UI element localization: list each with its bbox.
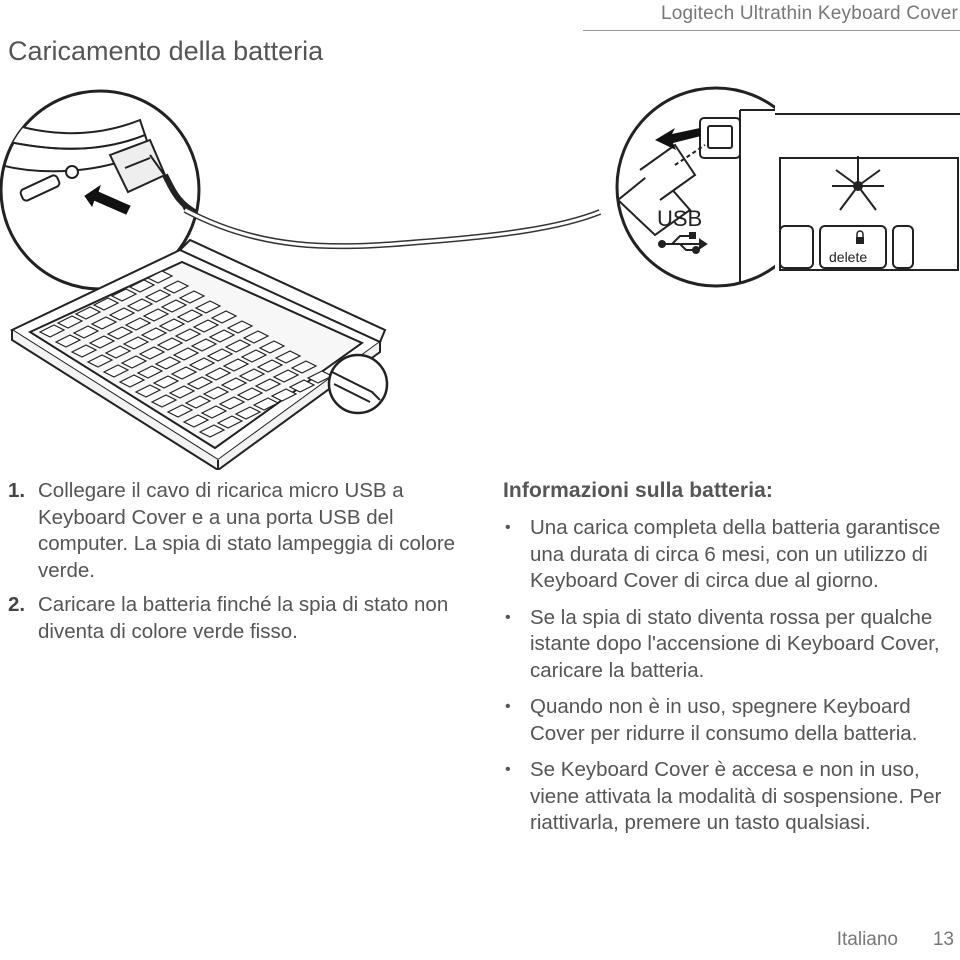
section-title: Caricamento della batteria	[8, 36, 324, 66]
bullet-icon: •	[505, 698, 511, 715]
step-item	[8, 478, 478, 584]
battery-info-text: Se Keyboard Cover è accesa e non in uso, viene attivata la modalità di sospensione. Per riattivarla, premere un tasto qualsiasi.	[530, 758, 942, 834]
bullet-icon: •	[505, 761, 511, 778]
battery-info-text: Quando non è in uso, spegnere Keyboard Cover per ridurre il consumo della batteria.	[530, 695, 918, 745]
battery-info-heading: Informazioni sulla batteria:	[503, 479, 774, 502]
delete-key-label: delete	[829, 249, 868, 265]
page-number: 13	[932, 929, 954, 950]
battery-info-text: Una carica completa della batteria garantisce una durata di circa 6 mesi, con un utilizzo di Keyboard Cover di circa due al giorno.	[530, 516, 941, 592]
lock-icon	[856, 237, 864, 244]
header-product-name: Logitech Ultrathin Keyboard Cover	[660, 3, 958, 24]
battery-info-section	[503, 479, 958, 847]
footer-language: Italiano	[836, 929, 898, 950]
battery-info-item	[503, 694, 958, 747]
charging-port-callout	[329, 355, 387, 413]
status-light-inset	[775, 100, 960, 280]
step-number: 1.	[8, 479, 26, 502]
charging-illustration	[0, 0, 960, 470]
battery-info-item	[503, 605, 958, 685]
step-list	[8, 478, 478, 653]
step-text: Collegare il cavo di ricarica micro USB a Keyboard Cover e a una porta USB del computer. La spia di stato lampeggia di colore verde.	[38, 479, 456, 582]
battery-info-item	[503, 757, 958, 837]
step-item	[8, 592, 478, 645]
battery-info-text: Se la spia di stato diventa rossa per qualche istante dopo l'accensione di Keyboard Cover, caricare la batteria.	[530, 605, 940, 682]
battery-info-list	[503, 515, 958, 837]
battery-info-item	[503, 515, 958, 595]
step-number: 2.	[8, 593, 26, 616]
bullet-icon: •	[505, 608, 511, 626]
bullet-icon: •	[505, 519, 511, 536]
step-text: Caricare la batteria finché la spia di stato non diventa di colore verde fisso.	[38, 593, 449, 643]
usb-label: USB	[657, 206, 703, 231]
